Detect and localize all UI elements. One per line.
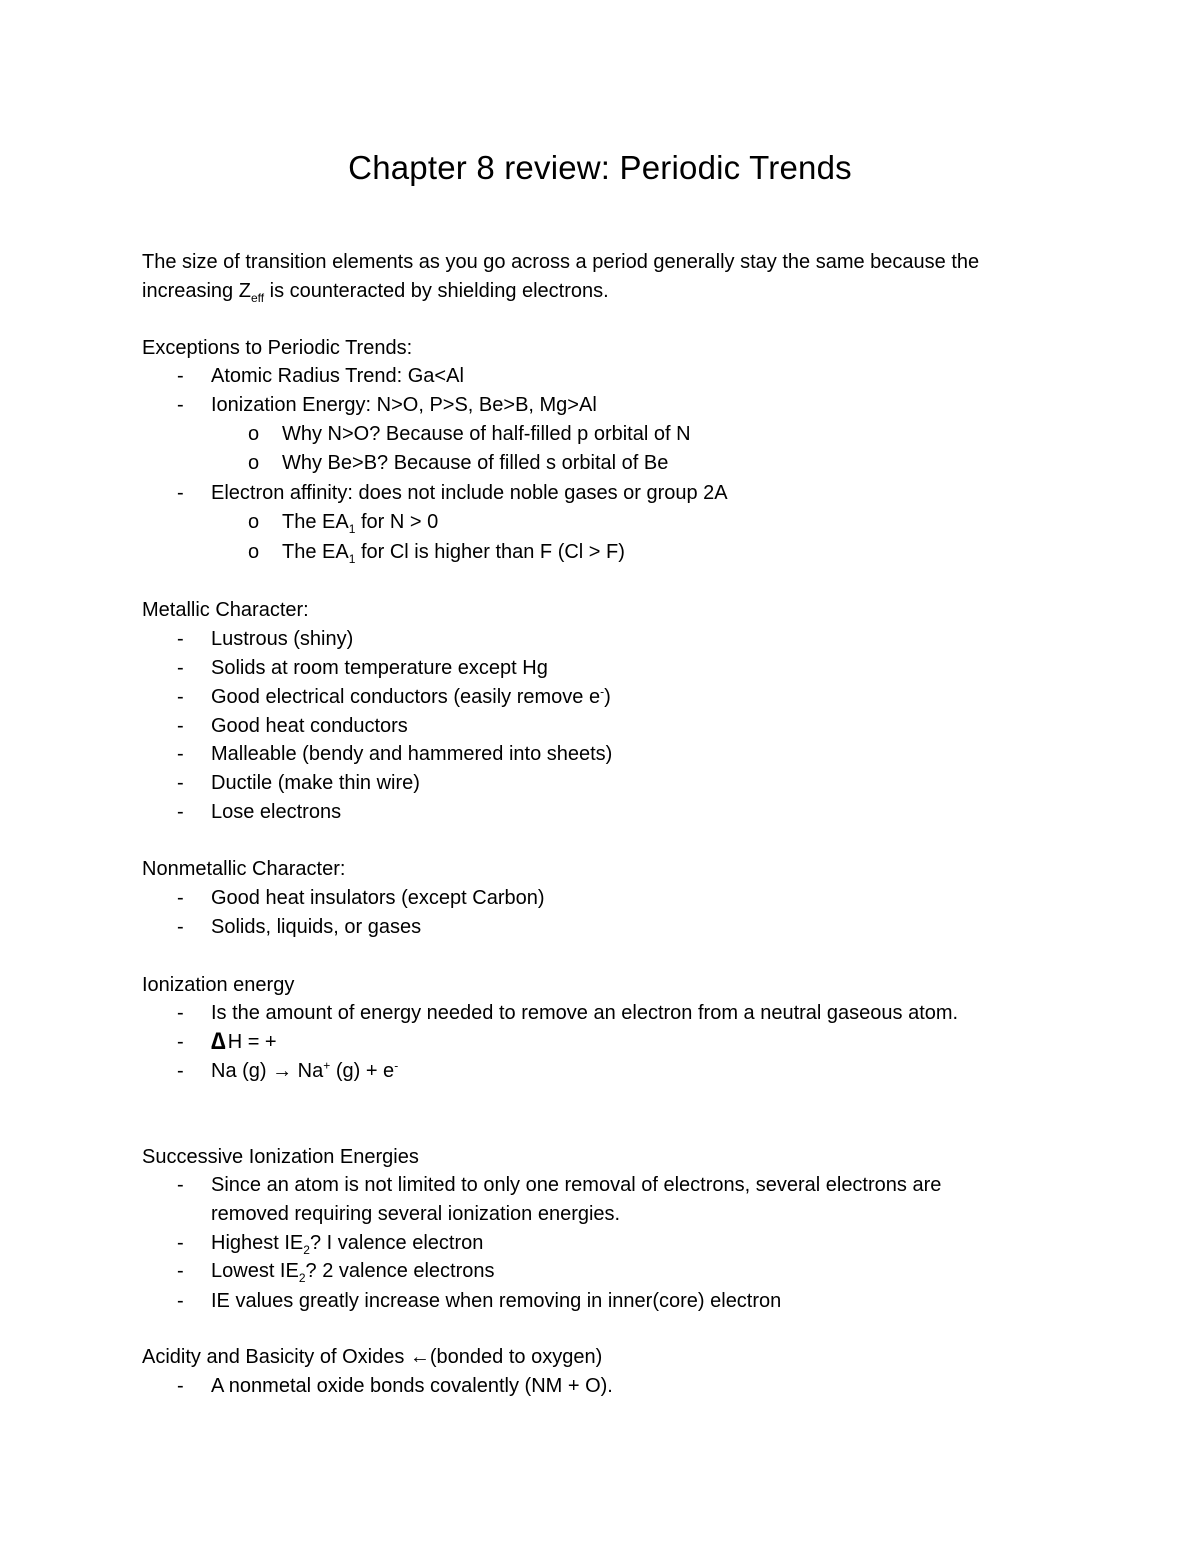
sub-list-item [248, 449, 668, 478]
nonmetallic-heading: Nonmetallic Character: [142, 858, 346, 880]
list-item [177, 999, 958, 1028]
item-text: Na (g) [211, 1060, 273, 1082]
heading-text: (bonded to oxygen) [429, 1346, 603, 1368]
dash-bullet: - [177, 801, 184, 823]
list-item [177, 683, 611, 712]
item-text: IE values greatly increase when removing in inner(core) electron [211, 1290, 782, 1312]
superscript: - [600, 684, 605, 699]
subscript: 1 [348, 522, 356, 536]
item-text: The EA [282, 541, 349, 563]
sub-list-item [248, 538, 625, 567]
dash-bullet: - [177, 743, 184, 765]
list-item [177, 769, 420, 798]
circle-bullet: o [248, 541, 260, 563]
page-title: Chapter 8 review: Periodic Trends [348, 149, 852, 186]
subscript: 2 [303, 1243, 310, 1257]
item-text: Lustrous (shiny) [211, 628, 354, 650]
list-item [177, 1372, 613, 1401]
item-text: Solids, liquids, or gases [211, 916, 422, 938]
item-text: Since an atom is not limited to only one removal of electrons, several electrons are [211, 1174, 942, 1196]
list-item [177, 1171, 941, 1200]
dash-bullet: - [177, 482, 184, 504]
item-text: Electron affinity: does not include noble gases or group 2A [211, 482, 728, 504]
dash-bullet: - [177, 628, 184, 650]
list-item [177, 391, 597, 420]
item-text: for N > 0 [355, 511, 439, 533]
dash-bullet: - [177, 1375, 184, 1397]
item-text: for Cl is higher than F (Cl > F) [355, 541, 625, 563]
dash-bullet: - [177, 1232, 184, 1254]
list-item [177, 362, 464, 391]
oxides-heading [142, 1343, 602, 1372]
item-text: Lowest IE [211, 1260, 299, 1282]
dash-bullet: - [177, 686, 184, 708]
list-item-continuation: removed requiring several ionization energies. [211, 1203, 621, 1225]
list-item [177, 625, 353, 654]
list-item [177, 884, 545, 913]
ionization-heading: Ionization energy [142, 974, 295, 996]
dash-bullet: - [177, 657, 184, 679]
item-text: The EA [282, 511, 349, 533]
item-text: Lose electrons [211, 801, 342, 823]
dash-bullet: - [177, 1260, 184, 1282]
dash-bullet: - [177, 715, 184, 737]
sub-list-item [248, 420, 691, 449]
list-item [177, 798, 341, 827]
list-item [177, 740, 612, 769]
subscript: 1 [348, 552, 356, 566]
item-text: H = + [227, 1031, 277, 1053]
item-text: Na [292, 1060, 324, 1082]
item-text: A nonmetal oxide bonds covalently (NM + O). [211, 1375, 613, 1397]
item-text: Ductile (make thin wire) [211, 772, 420, 794]
heading-text: Acidity and Basicity of Oxides [142, 1346, 410, 1368]
item-text: Is the amount of energy needed to remove an electron from a neutral gaseous atom. [211, 1002, 959, 1024]
dash-bullet: - [177, 1174, 184, 1196]
item-text: Ionization Energy: N>O, P>S, Be>B, Mg>Al [211, 394, 597, 416]
item-text: Malleable (bendy and hammered into sheets) [211, 743, 613, 765]
list-item [177, 1287, 781, 1316]
list-item [177, 1229, 483, 1258]
intro-text: increasing Z [142, 280, 251, 302]
item-text: Why N>O? Because of half-filled p orbital of N [282, 423, 691, 445]
item-text: ? I valence electron [309, 1232, 484, 1254]
dash-bullet: - [177, 1060, 184, 1082]
item-text: Good electrical conductors (easily remove e [211, 686, 601, 708]
dash-bullet: - [177, 1290, 184, 1312]
item-text: ? 2 valence electrons [305, 1260, 495, 1282]
item-text: Good heat insulators (except Carbon) [211, 887, 545, 909]
item-text: ) [604, 686, 611, 708]
item-text: Atomic Radius Trend: Ga<Al [211, 365, 464, 387]
exceptions-heading: Exceptions to Periodic Trends: [142, 337, 413, 359]
list-item [177, 654, 548, 683]
circle-bullet: o [248, 511, 260, 533]
circle-bullet: o [248, 423, 260, 445]
intro-line-1: The size of transition elements as you go across a period generally stay the same because the [142, 251, 980, 273]
dash-bullet: - [177, 394, 184, 416]
intro-line-2 [142, 277, 609, 306]
item-text: Highest IE [211, 1232, 304, 1254]
dash-bullet: - [177, 365, 184, 387]
dash-bullet: - [177, 916, 184, 938]
dash-bullet: - [177, 1031, 184, 1053]
list-item [177, 913, 421, 942]
dash-bullet: - [177, 1002, 184, 1024]
item-text: (g) + e [330, 1060, 395, 1082]
list-item [177, 479, 728, 508]
subscript: 2 [298, 1271, 306, 1285]
superscript: - [394, 1058, 399, 1073]
item-text: Why Be>B? Because of filled s orbital of Be [282, 452, 669, 474]
list-item [177, 1257, 495, 1286]
item-text: Solids at room temperature except Hg [211, 657, 548, 679]
dash-bullet: - [177, 887, 184, 909]
list-item [177, 1057, 398, 1086]
superscript: + [323, 1058, 331, 1073]
list-item [177, 712, 408, 741]
item-text: Good heat conductors [211, 715, 408, 737]
successive-heading: Successive Ionization Energies [142, 1146, 419, 1168]
intro-text: is counteracted by shielding electrons. [264, 280, 609, 302]
metallic-heading: Metallic Character: [142, 599, 309, 621]
zeff-subscript: eff [250, 291, 265, 305]
circle-bullet: o [248, 452, 260, 474]
left-arrow-icon: ← [409, 1346, 430, 1368]
right-arrow-icon: → [272, 1060, 293, 1082]
dash-bullet: - [177, 772, 184, 794]
list-item: - ∆ H = + [177, 1028, 277, 1055]
sub-list-item [248, 508, 438, 537]
